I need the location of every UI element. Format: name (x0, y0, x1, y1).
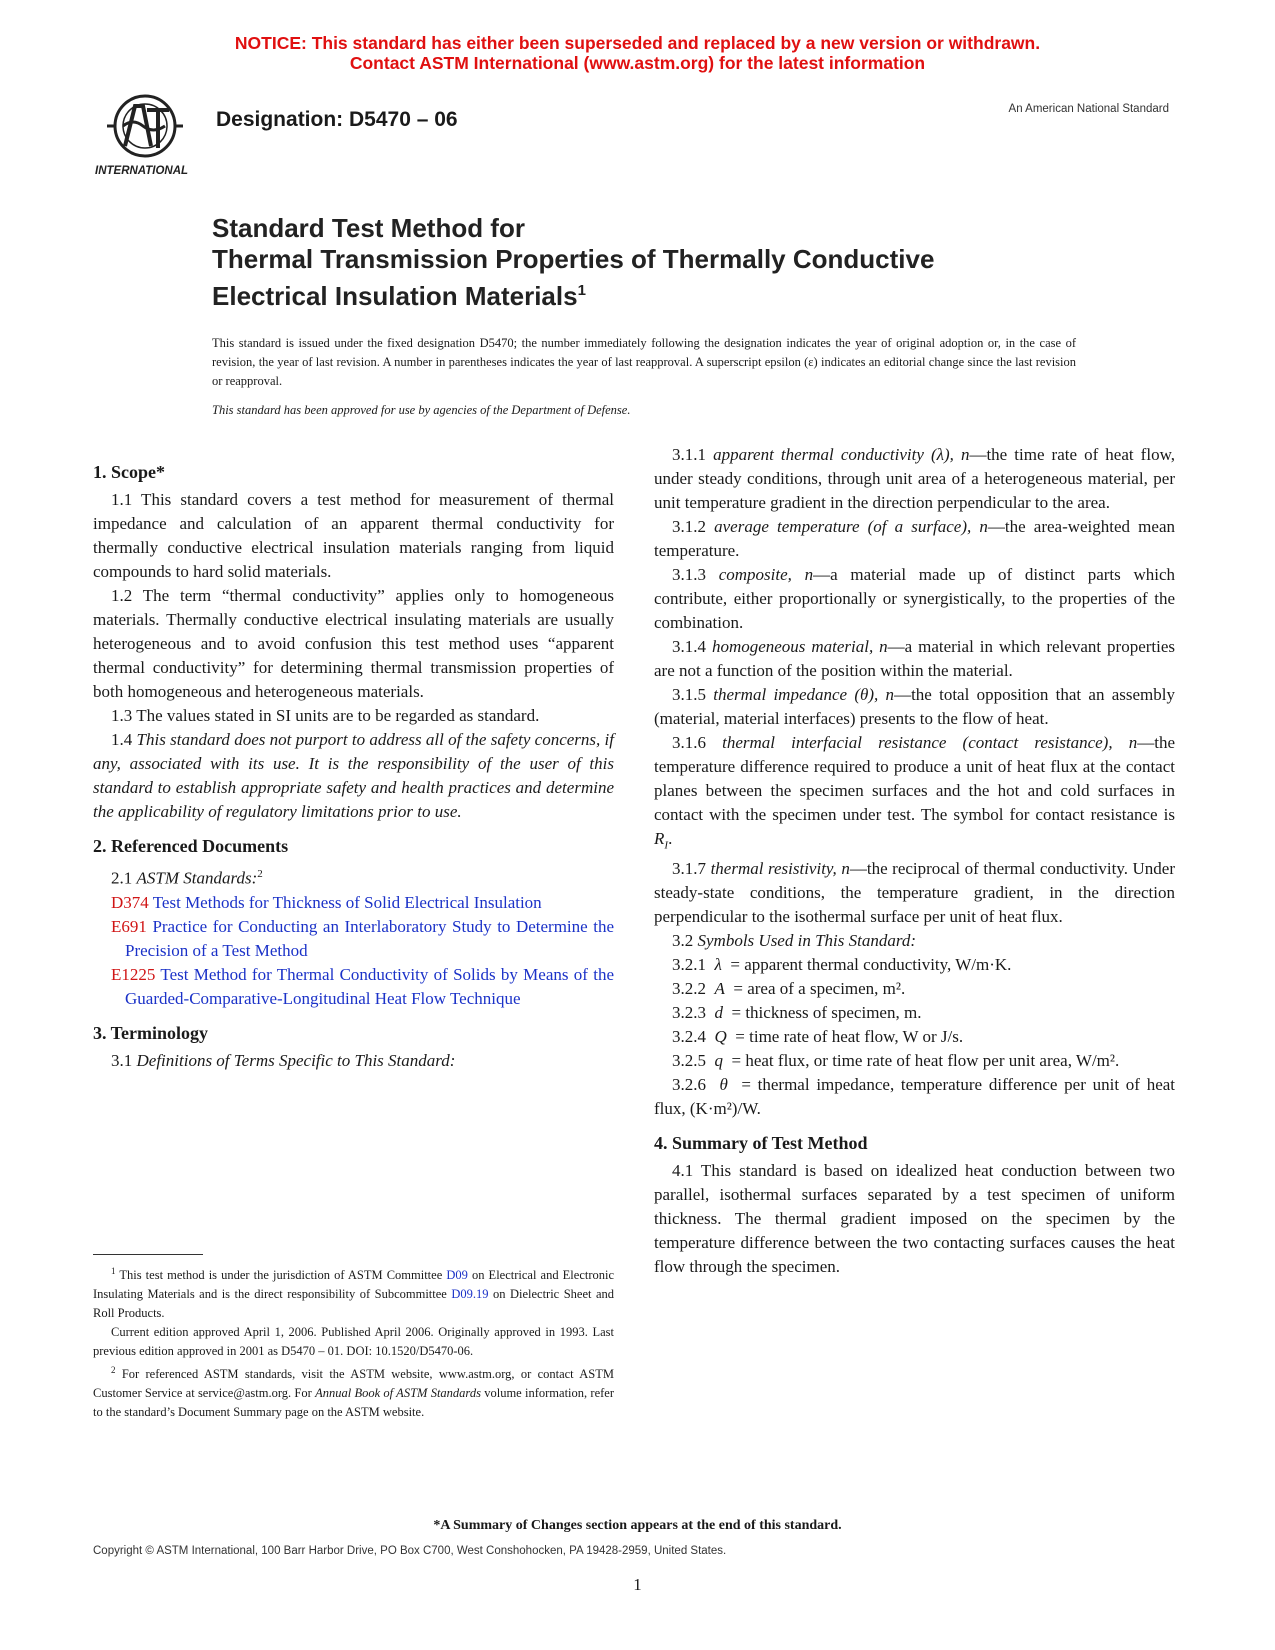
definition-3-1-6-text: —the temperature difference required to produce a unit of heat flux at the contact planes between the specimen surfaces and the hot and cold surfaces in contact with the specimen under test. The symbol for contact resistance is (654, 733, 1175, 824)
issued-statement: This standard is issued under the fixed designation D5470; the number immediately following the designation indicates the year of original adoption or, in the case of revision, the year of last revision. A number in parentheses indicates the year of last reapproval. A superscript epsilon (ε) indicates an editorial change since the last revision or reapproval. (212, 336, 1076, 388)
symbol-number: 3.2.4 (672, 1027, 706, 1047)
section-heading-scope: 1. Scope* (93, 462, 165, 482)
definition-3-1-4 (654, 635, 1175, 683)
paragraph-2-1-text: ASTM Standards: (136, 868, 258, 888)
definition-3-1-2-term: average temperature (of a surface), n (714, 517, 988, 536)
symbol-3-2-4 (654, 1025, 1175, 1049)
definition-3-1-6-number: 3.1.6 (672, 733, 706, 752)
footnote-current-edition: Current edition approved April 1, 2006. Published April 2006. Originally approved in 1993. Last previous edition approved in 2001 as D5470 – 01. DOI: 10.1520/D5470-06. (93, 1325, 614, 1359)
definition-3-1-4-term: homogeneous material, n (711, 637, 888, 656)
definition-3-1-5-text: —the total opposition that an assembly (material, material interfaces) presents to the flow of heat. (654, 685, 1176, 728)
contact-resistance-subscript: I (664, 839, 669, 852)
definition-3-1-3 (654, 563, 1175, 635)
title-line-3-text: Electrical Insulation Materials (212, 281, 578, 311)
definition-3-1-4-text: —a material in which relevant properties are not a function of the position within the material. (654, 637, 1176, 680)
symbol-definition: = apparent thermal conductivity, W/m·K. (730, 955, 1012, 975)
section-heading-summary: 4. Summary of Test Method (654, 1133, 868, 1154)
symbol-glyph: Q (714, 1027, 727, 1047)
subcommittee-d09-19-link[interactable]: D09.19 (451, 1287, 489, 1302)
reference-link-e1225[interactable] (93, 963, 614, 1011)
symbol-glyph: A (714, 979, 725, 999)
symbol-number: 3.2.3 (672, 1003, 706, 1023)
paragraph-3-2-number: 3.2 (672, 931, 694, 951)
symbol-glyph: λ (714, 955, 722, 975)
definition-3-1-5 (654, 683, 1175, 731)
paragraph-3-1-number: 3.1 (111, 1050, 133, 1070)
definition-3-1-2-number: 3.1.2 (672, 517, 706, 536)
paragraph-1-4-text: This standard does not purport to address all of the safety concerns, if any, associated with its use. It is the responsibility of the user of this standard to establish appropriate safety and health practices and determine the applicability of regulatory limitations prior to use. (93, 730, 614, 821)
paragraph-2-1 (93, 862, 614, 891)
reference-title: Test Method for Thermal Conductivity of Solids by Means of the Guarded-Comparative-Longitudinal Heat Flow Technique (125, 964, 614, 1008)
section-heading-referenced-documents: 2. Referenced Documents (93, 836, 289, 856)
footnote-2-italic: Annual Book of ASTM Standards (315, 1386, 481, 1401)
definition-3-1-7-number: 3.1.7 (672, 859, 706, 879)
footnote-1-text-a: This test method is under the jurisdiction of ASTM Committee (119, 1268, 443, 1283)
definition-3-1-7-text: —the reciprocal of thermal conductivity. Under steady-state conditions, the temperature gradient, in the direction perpendicular to the isothermal surface per unit of heat flux. (654, 859, 1176, 927)
document-title (212, 213, 1112, 312)
symbol-3-2-6 (654, 1073, 1175, 1121)
paragraph-2-1-number: 2.1 (111, 868, 133, 888)
right-column (654, 443, 1175, 1279)
designation: Designation: D5470 – 06 (216, 108, 458, 131)
paragraph-1-3: 1.3 The values stated in SI units are to be regarded as standard. (111, 706, 540, 725)
symbol-3-2-2 (654, 977, 1175, 1001)
definition-3-1-4-number: 3.1.4 (672, 637, 706, 656)
paragraph-1-4 (93, 728, 614, 824)
symbol-number: 3.2.6 (672, 1075, 706, 1095)
committee-d09-link[interactable]: D09 (446, 1268, 468, 1283)
reference-link-e691[interactable] (93, 915, 614, 963)
footnote-2-mark: 2 (111, 1365, 116, 1376)
symbol-number: 3.2.5 (672, 1051, 706, 1071)
reference-title: Test Methods for Thickness of Solid Electrical Insulation (152, 892, 542, 912)
paragraph-1-4-number: 1.4 (111, 730, 133, 749)
title-footnote-mark: 1 (577, 282, 586, 299)
definition-3-1-5-number: 3.1.5 (672, 685, 706, 704)
paragraph-3-2 (654, 929, 1175, 953)
definition-3-1-1-term: apparent thermal conductivity (λ), n (713, 445, 970, 464)
paragraph-1-1: 1.1 This standard covers a test method for measurement of thermal impedance and calculation of an apparent thermal conductivity for thermally conductive electrical insulation materials ranging from liquid compounds to hard solid materials. (93, 490, 614, 581)
footnote-1-mark: 1 (111, 1266, 116, 1276)
title-line-1: Standard Test Method for (212, 213, 525, 243)
definition-3-1-3-number: 3.1.3 (672, 565, 706, 584)
footnote-1-text-c: on Dielectric Sheet and Roll Products. (93, 1287, 615, 1321)
paragraph-2-1-footnote-mark: 2 (257, 868, 263, 880)
definition-3-1-2 (654, 515, 1175, 563)
symbol-glyph: q (714, 1051, 723, 1071)
footnote-1 (93, 1262, 614, 1323)
notice-banner (0, 33, 1275, 73)
american-national-standard-label: An American National Standard (1008, 103, 1169, 115)
symbol-definition: = area of a specimen, m². (733, 979, 906, 999)
reference-code: E1225 (111, 964, 156, 984)
symbol-3-2-1 (654, 953, 1175, 977)
footnotes (93, 1262, 614, 1422)
section-heading-terminology: 3. Terminology (93, 1022, 209, 1043)
symbol-glyph: θ (719, 1075, 728, 1095)
definition-3-1-3-text: —a material made up of distinct parts which contribute, either proportionally or synergistically, to the properties of the combination. (654, 565, 1175, 632)
symbol-number: 3.2.2 (672, 979, 706, 999)
symbol-definition: = heat flux, or time rate of heat flow per unit area, W/m². (731, 1051, 1120, 1071)
definition-3-1-6: 3.1.6 thermal interfacial resistance (contact resistance), n—the temperature difference required to produce a unit of heat flux at the contact planes between the specimen surfaces and the hot and cold surfaces in contact with the specimen under test. The symbol for contact resistance is $R_I$. (654, 733, 1175, 852)
symbol-definition: = time rate of heat flow, W or J/s. (735, 1027, 964, 1047)
notice-line-1: NOTICE: This standard has either been superseded and replaced by a new version or withdrawn. (234, 33, 1041, 53)
astm-logo-mark (95, 88, 199, 182)
symbol-glyph: d (714, 1003, 723, 1023)
reference-link-d374[interactable] (93, 891, 614, 915)
paragraph-3-2-text: Symbols Used in This Standard: (697, 931, 916, 951)
left-column (93, 460, 614, 1073)
title-line-3 (212, 275, 1112, 312)
paragraph-1-2: 1.2 The term “thermal conductivity” applies only to homogeneous materials. Thermally conductive electrical insulating materials are usually heterogeneous and to avoid confusion this test method uses “apparent thermal conductivity” for determining thermal transmission properties of both homogeneous and heterogeneous materials. (93, 586, 614, 701)
logo-text: INTERNATIONAL (95, 165, 189, 177)
symbol-definition: = thickness of specimen, m. (731, 1003, 922, 1023)
footnote-1-text-b: on Electrical and Electronic Insulating Materials and is the direct responsibility of Subcommittee (93, 1268, 615, 1302)
astm-logo (95, 88, 199, 182)
symbol-3-2-3 (654, 1001, 1175, 1025)
definition-3-1-3-term: composite, n (718, 565, 814, 584)
reference-code: E691 (111, 916, 147, 936)
definition-3-1-7-term: thermal resistivity, n (710, 859, 850, 879)
definition-3-1-1-number: 3.1.1 (672, 445, 706, 464)
footnote-divider (93, 1254, 203, 1255)
title-line-2: Thermal Transmission Properties of Thermally Conductive (212, 244, 935, 274)
symbol-definition: = thermal impedance, temperature difference per unit of heat flux, (K·m²)/W. (654, 1075, 1176, 1119)
reference-title: Practice for Conducting an Interlaboratory Study to Determine the Precision of a Test Method (125, 916, 615, 960)
reference-code: D374 (111, 892, 149, 912)
definition-3-1-1-text: —the time rate of heat flow, under steady conditions, through unit area of a heterogeneous material, per unit temperature gradient in the direction perpendicular to the area. (654, 445, 1175, 512)
footnote-2 (93, 1361, 614, 1422)
definition-3-1-6-term: thermal interfacial resistance (contact resistance), n (722, 733, 1138, 752)
definition-3-1-5-term: thermal impedance (θ), n (713, 685, 895, 704)
symbol-number: 3.2.1 (672, 955, 706, 975)
definition-3-1-2-text: —the area-weighted mean temperature. (654, 517, 1175, 560)
paragraph-3-1 (93, 1049, 614, 1073)
dod-approval-statement: This standard has been approved for use by agencies of the Department of Defense. (212, 403, 631, 417)
symbol-3-2-5 (654, 1049, 1175, 1073)
footnote-2-text-b: volume information, refer to the standard’s Document Summary page on the ASTM website. (93, 1386, 615, 1420)
contact-resistance-symbol: R (654, 829, 665, 848)
copyright-line: Copyright © ASTM International, 100 Barr Harbor Drive, PO Box C700, West Conshohocken, PA 19428-2959, United States. (93, 1545, 727, 1557)
page-number: 1 (633, 1575, 642, 1594)
paragraph-4-1: 4.1 This standard is based on idealized heat conduction between two parallel, isothermal surfaces separated by a test specimen of uniform thickness. The thermal gradient imposed on the specimen by the temperature difference between the two contacting surfaces causes the heat flow through the specimen. (654, 1161, 1175, 1277)
footnote-2-text-a: For referenced ASTM standards, visit the ASTM website, www.astm.org, or contact ASTM Customer Service at service@astm.org. For (93, 1367, 615, 1401)
definition-3-1-1 (654, 443, 1175, 515)
definition-3-1-7 (654, 857, 1175, 929)
notice-line-2: Contact ASTM International (www.astm.org) for the latest information (349, 53, 926, 73)
paragraph-3-1-text: Definitions of Terms Specific to This Standard: (136, 1050, 456, 1070)
summary-of-changes-note: *A Summary of Changes section appears at the end of this standard. (433, 1518, 842, 1533)
